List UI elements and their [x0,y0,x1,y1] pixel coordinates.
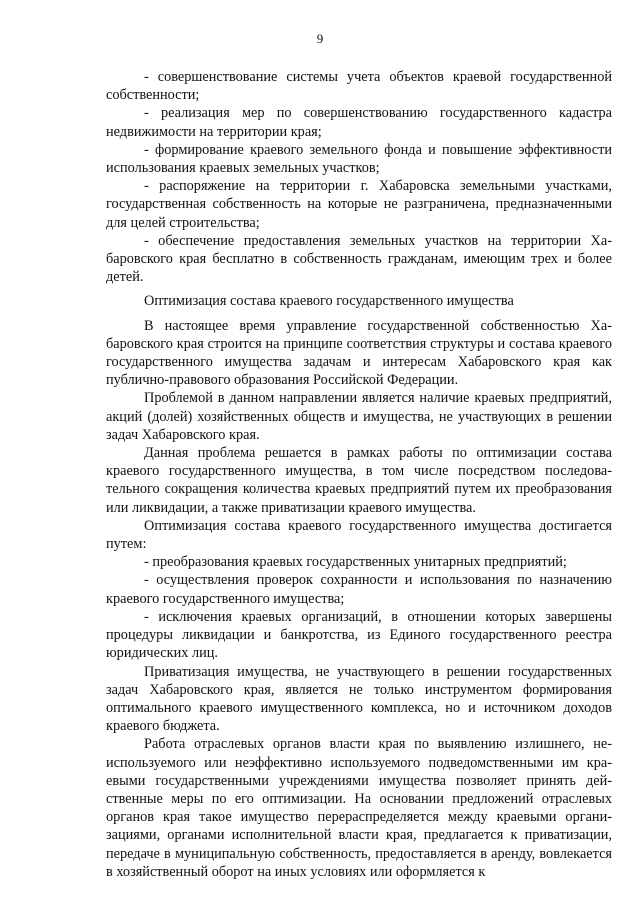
paragraph-management: В настоящее время управление государственной собственностью Хабаровского края строится на принципе соответствия структуры и состава краевого государственного имущества задачам и интересам Хабаровского края как публично-правового образования Российской Федерации. [106,317,612,389]
list-item-transformation: - преобразования краевых государственных унитарных предприятий; [144,554,567,571]
list-item-land-fund: - формирование краевого земельного фонда и повышение эффективности использования краевых земельных участков; [106,141,612,177]
list-item-accounting-system: - совершенствование системы учета объектов краевой государственной собственности; [106,69,612,104]
list-item-inspections: - осуществления проверок сохранности и использования по назначению краевого государственного имущества; [106,572,612,607]
list-item-cadastre: - реализация мер по совершенствованию государственного кадастра недвижимости на территории края; [106,105,612,140]
page-number: 9 [316,31,324,46]
paragraph-optimization-means: Оптимизация состава краевого государственного имущества достигается путем: [106,517,612,553]
paragraph-problem: Проблемой в данном направлении является наличие краевых предприятий, акций (долей) хозяйственных обществ и имущества, не участвующих в решении задач Хабаровского края. [106,390,612,443]
section-heading: Оптимизация состава краевого государственного имущества [144,293,514,310]
paragraph-solution: Данная проблема решается в рамках работы по оптимизации состава краевого государственного имущества, в том числе посредством последовательного сокращения количества краевых предприятий путем их преобразования или ликвидации, а также приватизации краевого имущества. [106,445,612,516]
paragraph-sector-work: Работа отраслевых органов власти края по выявлению излишнего, неиспользуемого или неэффективно используемого подведомственными им краевыми государственными учреждениями имущества позволяет принять действенные меры по его оптимизации. На основании предложений отраслевых органов края такое имущество перераспределяется между краевыми организациями, органами исполнительной власти края, предлагается к приватизации, передаче в муниципальную собственность, предоставляется в аренду, вовлекается в хозяйственный оборот на иных условиях или оформляется к [106,736,612,880]
list-item-land-disposal: - распоряжение на территории г. Хабаровска земельными участками, государственная собственность на которые не разграничена, предназначенными для целей строительства; [106,178,612,231]
document-body [106,68,612,881]
list-item-land-provision: - обеспечение предоставления земельных участков на территории Хабаровского края бесплатно в собственность гражданам, имеющим трех и более детей. [106,232,612,286]
list-item-exclusion: - исключения краевых организаций, в отношении которых завершены процедуры ликвидации и банкротства, из Единого государственного реестра юридических лиц. [106,608,612,662]
paragraph-privatization: Приватизация имущества, не участвующего в решении государственных задач Хабаровского края, является не только инструментом формирования оптимального краевого имущественного комплекса, но и источником доходов краевого бюджета. [106,663,612,735]
